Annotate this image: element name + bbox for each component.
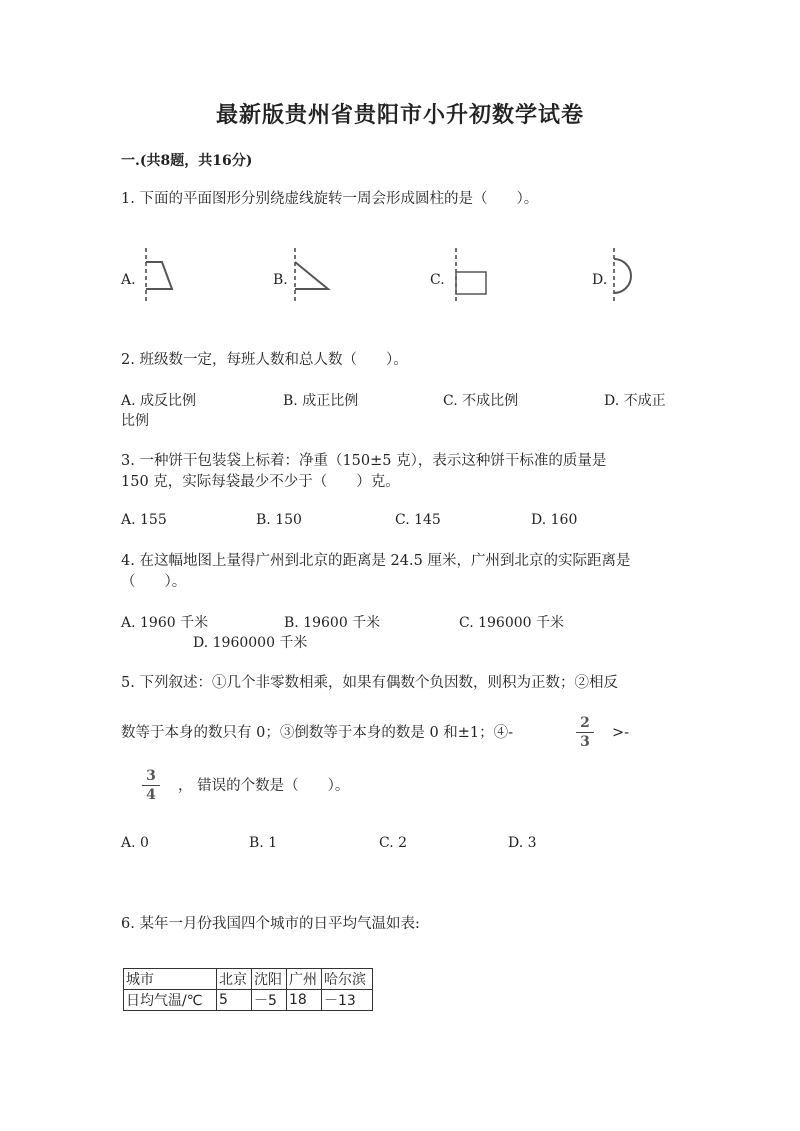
q2-option-b: B. 成正比例: [283, 393, 359, 409]
q2-option-a: A. 成反比例: [121, 393, 197, 409]
temperature-table: [123, 968, 373, 1011]
q5-option-a: A. 0: [121, 835, 149, 851]
question-3-line-2: 150 克，实际每袋最少不少于（ ）克。: [121, 474, 400, 490]
question-3-line-1: 3. 一种饼干包装袋上标着：净重（150±5 克），表示这种饼干标准的质量是: [121, 453, 607, 469]
table-cell: 18: [287, 990, 322, 1011]
table-cell: －13: [322, 990, 373, 1011]
question-1-text: 1. 下面的平面图形分别绕虚线旋转一周会形成圆柱的是（ ）。: [121, 191, 539, 207]
table-header-cell: 沈阳: [252, 969, 287, 990]
question-5-line-3: ， 错误的个数是（ ）。: [178, 778, 350, 794]
table-header-row: [124, 969, 373, 990]
q1-option-c-label: C.: [430, 272, 445, 288]
q1-option-a-label: A.: [121, 272, 136, 288]
q1-option-d-label: D.: [592, 272, 608, 288]
table-cell: 5: [217, 990, 252, 1011]
fraction-bar: [142, 785, 160, 786]
table-header-cell: 广州: [287, 969, 322, 990]
q1-option-b-label: B.: [273, 272, 288, 288]
q2-option-d: D. 不成正: [604, 393, 666, 409]
q3-option-c: C. 145: [395, 512, 441, 528]
trapezoid-figure: [140, 248, 180, 304]
q4-option-c: C. 196000 千米: [459, 615, 565, 631]
q3-option-b: B. 150: [256, 512, 302, 528]
fraction-denominator: 4: [146, 787, 156, 803]
q4-option-d: D. 1960000 千米: [193, 635, 308, 651]
q2-option-d-wrap: 比例: [121, 413, 149, 429]
question-5-line-1: 5. 下列叙述：①几个非零数相乘，如果有偶数个负因数，则积为正数；②相反: [121, 675, 618, 691]
q4-option-a: A. 1960 千米: [121, 615, 209, 631]
question-6-text: 6. 某年一月份我国四个城市的日平均气温如表:: [121, 916, 420, 932]
q2-option-c: C. 不成比例: [443, 393, 519, 409]
fraction-three-quarters: [142, 768, 160, 803]
fraction-denominator: 3: [580, 734, 590, 750]
q3-option-d: D. 160: [531, 512, 578, 528]
fraction-two-thirds: [576, 715, 594, 750]
q5-option-c: C. 2: [379, 835, 408, 851]
fraction-bar: [576, 732, 594, 733]
question-4-line-1: 4. 在这幅地图上量得广州到北京的距离是 24.5 厘米，广州到北京的实际距离是: [121, 553, 631, 569]
table-header-cell: 哈尔滨: [322, 969, 373, 990]
table-cell: 日均气温/℃: [124, 990, 217, 1011]
q3-option-a: A. 155: [121, 512, 167, 528]
fraction-numerator: 3: [146, 768, 156, 784]
q5-option-b: B. 1: [249, 835, 278, 851]
fraction-numerator: 2: [580, 715, 590, 731]
question-2-text: 2. 班级数一定，每班人数和总人数（ ）。: [121, 352, 408, 368]
table-row: [124, 990, 373, 1011]
question-4-line-2: （ ）。: [121, 574, 187, 590]
page-title: 最新版贵州省贵阳市小升初数学试卷: [215, 102, 584, 128]
table-header-cell: 城市: [124, 969, 217, 990]
section-heading: 一.(共8题，共16分): [121, 153, 253, 169]
q4-option-b: B. 19600 千米: [284, 615, 381, 631]
rectangle-figure: [450, 248, 495, 304]
semicircle-figure: [606, 248, 646, 304]
triangle-figure: [290, 248, 335, 304]
table-cell: －5: [252, 990, 287, 1011]
question-5-line-2: 数等于本身的数只有 0；③倒数等于本身的数是 0 和±1；④-: [121, 725, 514, 741]
greater-than-sign: >-: [612, 725, 630, 741]
table-header-cell: 北京: [217, 969, 252, 990]
q5-option-d: D. 3: [508, 835, 537, 851]
